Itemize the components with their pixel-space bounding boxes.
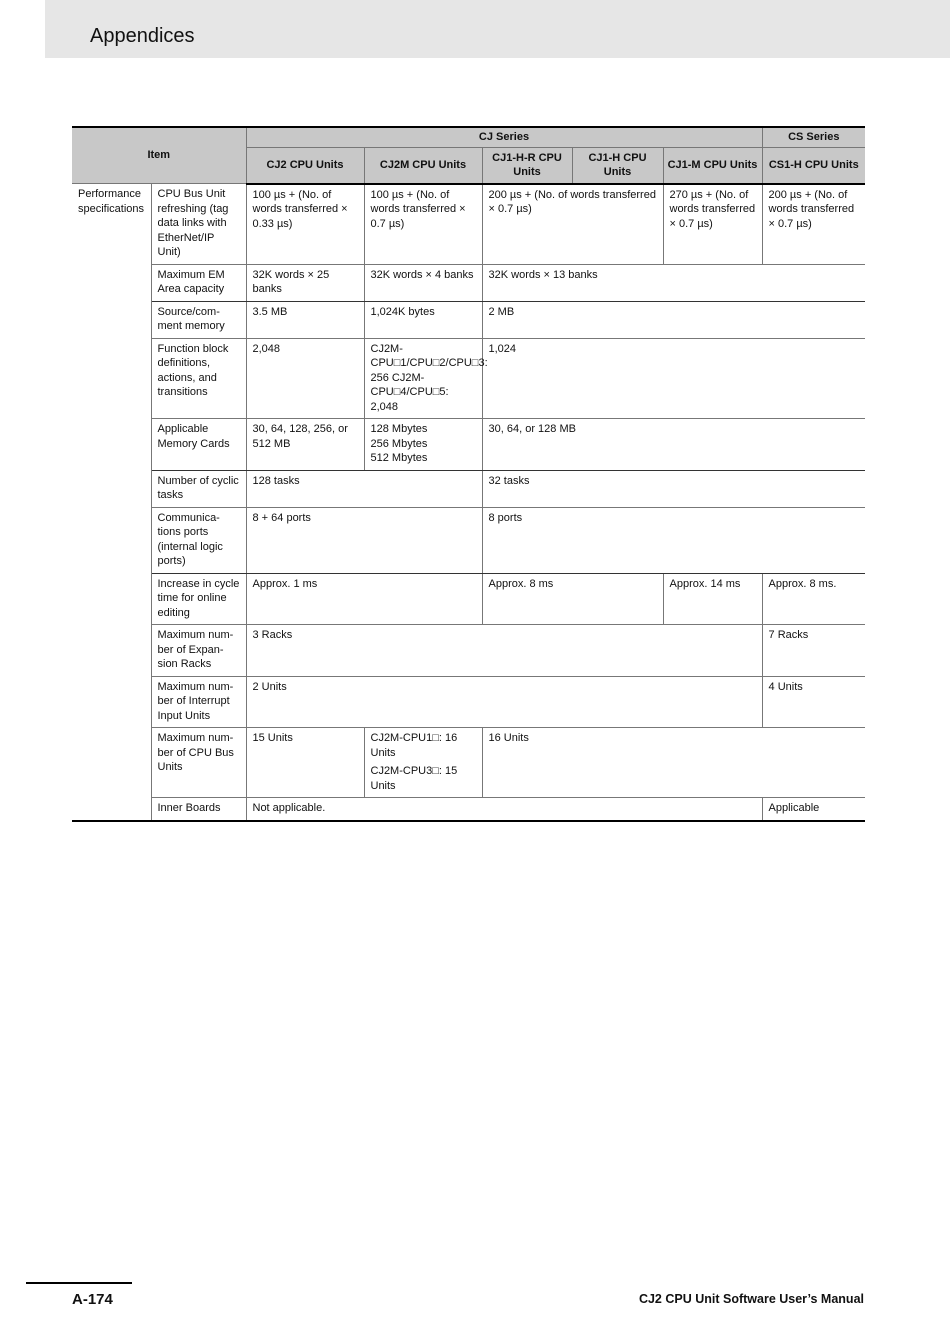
cell-cj2m: CJ2M-CPU□1/CPU□2/CPU□3: 256 CJ2M-CPU□4/CPU□5: 2,048: [364, 338, 482, 419]
header-item: Item: [72, 127, 246, 184]
row-label: Applicable Memory Cards: [151, 419, 246, 471]
cell-cj2m: [364, 728, 482, 798]
row-label: Increase in cycle time for online editing: [151, 573, 246, 625]
cell-cj2m: 32K words × 4 banks: [364, 264, 482, 301]
table-row: [72, 184, 865, 265]
row-label: Source/com-ment memory: [151, 301, 246, 338]
group-label: Performance specifications: [72, 184, 151, 821]
cell-cj2-group: 8 + 64 ports: [246, 507, 482, 573]
cell-rest: 32K words × 13 banks: [482, 264, 865, 301]
table-row: [72, 338, 865, 419]
cell-cs1h: 4 Units: [762, 676, 865, 728]
row-label: Communica-tions ports (internal logic ports): [151, 507, 246, 573]
header-cj2: CJ2 CPU Units: [246, 147, 364, 184]
memory-option: 128 Mbytes: [370, 423, 428, 435]
header-cj1m: CJ1-M CPU Units: [663, 147, 762, 184]
row-label: CPU Bus Unit refreshing (tag data links with EtherNet/IP Unit): [151, 184, 246, 265]
header-cj1h: CJ1-H CPU Units: [572, 147, 663, 184]
cpu-bus-option: CJ2M-CPU3□: 15 Units: [370, 765, 458, 792]
table-row: [72, 573, 865, 625]
table-row: [72, 507, 865, 573]
cpu-bus-option: CJ2M-CPU1□: 16 Units: [370, 732, 458, 759]
row-label: Maximum EM Area capacity: [151, 264, 246, 301]
cell-cs1h: Approx. 8 ms.: [762, 573, 865, 625]
cell-cj1m: Approx. 14 ms: [663, 573, 762, 625]
cell-cj: 2 Units: [246, 676, 762, 728]
cell-cj1: 200 µs + (No. of words transferred × 0.7 µs): [482, 184, 663, 265]
cell-cj2: 2,048: [246, 338, 364, 419]
footer-rule: [26, 1282, 132, 1284]
table-row: [72, 470, 865, 507]
header-cs-series: CS Series: [762, 127, 865, 147]
table-row: [72, 264, 865, 301]
cell-cj2m: [364, 419, 482, 471]
row-label: Maximum num-ber of Expan-sion Racks: [151, 625, 246, 677]
cell-cj2: 100 µs + (No. of words transferred × 0.33 µs): [246, 184, 364, 265]
table-row: [72, 676, 865, 728]
header-cj1hr: CJ1-H-R CPU Units: [482, 147, 572, 184]
cell-cj2: 15 Units: [246, 728, 364, 798]
row-label: Inner Boards: [151, 798, 246, 821]
table-row: [72, 625, 865, 677]
table-row: [72, 728, 865, 798]
cell-cj2m: 1,024K bytes: [364, 301, 482, 338]
spec-comparison-table: [72, 126, 865, 822]
table-row: [72, 419, 865, 471]
manual-title: CJ2 CPU Unit Software User’s Manual: [638, 1292, 864, 1306]
cell-cj2: 3.5 MB: [246, 301, 364, 338]
cell-cj2: 32K words × 25 banks: [246, 264, 364, 301]
table-row: [72, 798, 865, 821]
cell-cj2: 30, 64, 128, 256, or 512 MB: [246, 419, 364, 471]
table-row: [72, 301, 865, 338]
cell-cj: Not applicable.: [246, 798, 762, 821]
row-label: Number of cyclic tasks: [151, 470, 246, 507]
cell-rest: 8 ports: [482, 507, 865, 573]
cell-rest: 32 tasks: [482, 470, 865, 507]
cell-rest: 2 MB: [482, 301, 865, 338]
cell-rest: 1,024: [482, 338, 865, 419]
page-number: A-174: [72, 1291, 113, 1308]
cell-cj2m: 100 µs + (No. of words transferred × 0.7 µs): [364, 184, 482, 265]
cell-rest: 16 Units: [482, 728, 865, 798]
row-label: Function block definitions, actions, and transitions: [151, 338, 246, 419]
cell-cj1m: 270 µs + (No. of words transferred × 0.7 µs): [663, 184, 762, 265]
page-header-title: Appendices: [90, 25, 195, 47]
cell-rest: 30, 64, or 128 MB: [482, 419, 865, 471]
cell-cj1: Approx. 8 ms: [482, 573, 663, 625]
memory-option: 512 Mbytes: [370, 452, 428, 464]
cell-cj2-group: 128 tasks: [246, 470, 482, 507]
header-cj2m: CJ2M CPU Units: [364, 147, 482, 184]
cell-cs1h: Applicable: [762, 798, 865, 821]
header-cj-series: CJ Series: [246, 127, 762, 147]
header-cs1h: CS1-H CPU Units: [762, 147, 865, 184]
cell-cj2-group: Approx. 1 ms: [246, 573, 482, 625]
cell-cs1h: 200 µs + (No. of words transferred × 0.7 µs): [762, 184, 865, 265]
cell-cj: 3 Racks: [246, 625, 762, 677]
row-label: Maximum num-ber of Interrupt Input Units: [151, 676, 246, 728]
row-label: Maximum num-ber of CPU Bus Units: [151, 728, 246, 798]
memory-option: 256 Mbytes: [370, 437, 428, 450]
cell-cs1h: 7 Racks: [762, 625, 865, 677]
